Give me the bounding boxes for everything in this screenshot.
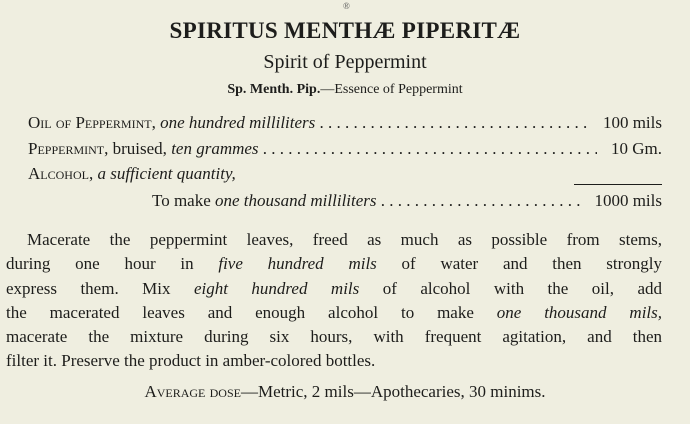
formula-ingredient <box>28 139 597 159</box>
ingredient-preparation: bruised, <box>112 139 167 158</box>
ingredient-amount-text: one hundred milliliters <box>160 113 316 132</box>
ingredient-quantity: 10 Gm. <box>611 139 662 158</box>
formula-total <box>152 191 580 211</box>
formula-total-row <box>152 191 662 211</box>
dose-label: Average dose <box>144 382 241 401</box>
formula-ingredient <box>28 164 662 184</box>
formula-row <box>28 139 662 159</box>
ingredient-amount-text: a sufficient quantity, <box>97 164 236 183</box>
registered-mark: ® <box>343 1 350 11</box>
ingredient-quantity: 100 mils <box>602 113 662 132</box>
dose-text: —Metric, 2 mils—Apothecaries, 30 minims. <box>240 382 546 401</box>
directions-line: filter it. Preserve the product in amber-colored bottles. <box>6 351 376 371</box>
page-title: SPIRITUS MENTHÆ PIPERITÆ <box>169 18 521 43</box>
directions-paragraph <box>6 228 662 374</box>
directions-line: Macerate the peppermint leaves, freed as much as possible from stems, <box>27 230 662 249</box>
abbreviation: Sp. Menth. Pip. <box>227 82 321 97</box>
total-quantity: 1000 mils <box>594 191 662 210</box>
ingredient-name: Alcohol, <box>28 164 94 183</box>
directions-line: macerate the mixture during six hours, with frequent agitation, and then <box>6 327 662 347</box>
page-subtitle: Spirit of Peppermint <box>263 51 427 73</box>
total-rule <box>574 184 662 185</box>
ingredient-name: Oil of Peppermint, <box>28 113 156 132</box>
total-amount-text: one thousand milliliters <box>215 191 377 210</box>
average-dose <box>0 382 690 402</box>
formula-row <box>28 113 662 133</box>
directions-line: during one hour in five hundred mils of water and then strongly <box>6 254 663 274</box>
synonym: —Essence of Peppermint <box>320 82 463 97</box>
abbreviation-line <box>0 82 690 98</box>
directions-line: the macerated leaves and enough alcohol to make one thousand mils, <box>6 302 663 322</box>
total-prefix: To make <box>152 191 211 210</box>
ingredient-name: Peppermint, <box>28 139 109 158</box>
ingredient-amount-text: ten grammes <box>171 139 259 158</box>
directions-line: express them. Mix eight hundred mils of alcohol with the oil, add <box>6 278 662 298</box>
formula-ingredient <box>28 113 589 133</box>
formula-row <box>28 164 662 184</box>
